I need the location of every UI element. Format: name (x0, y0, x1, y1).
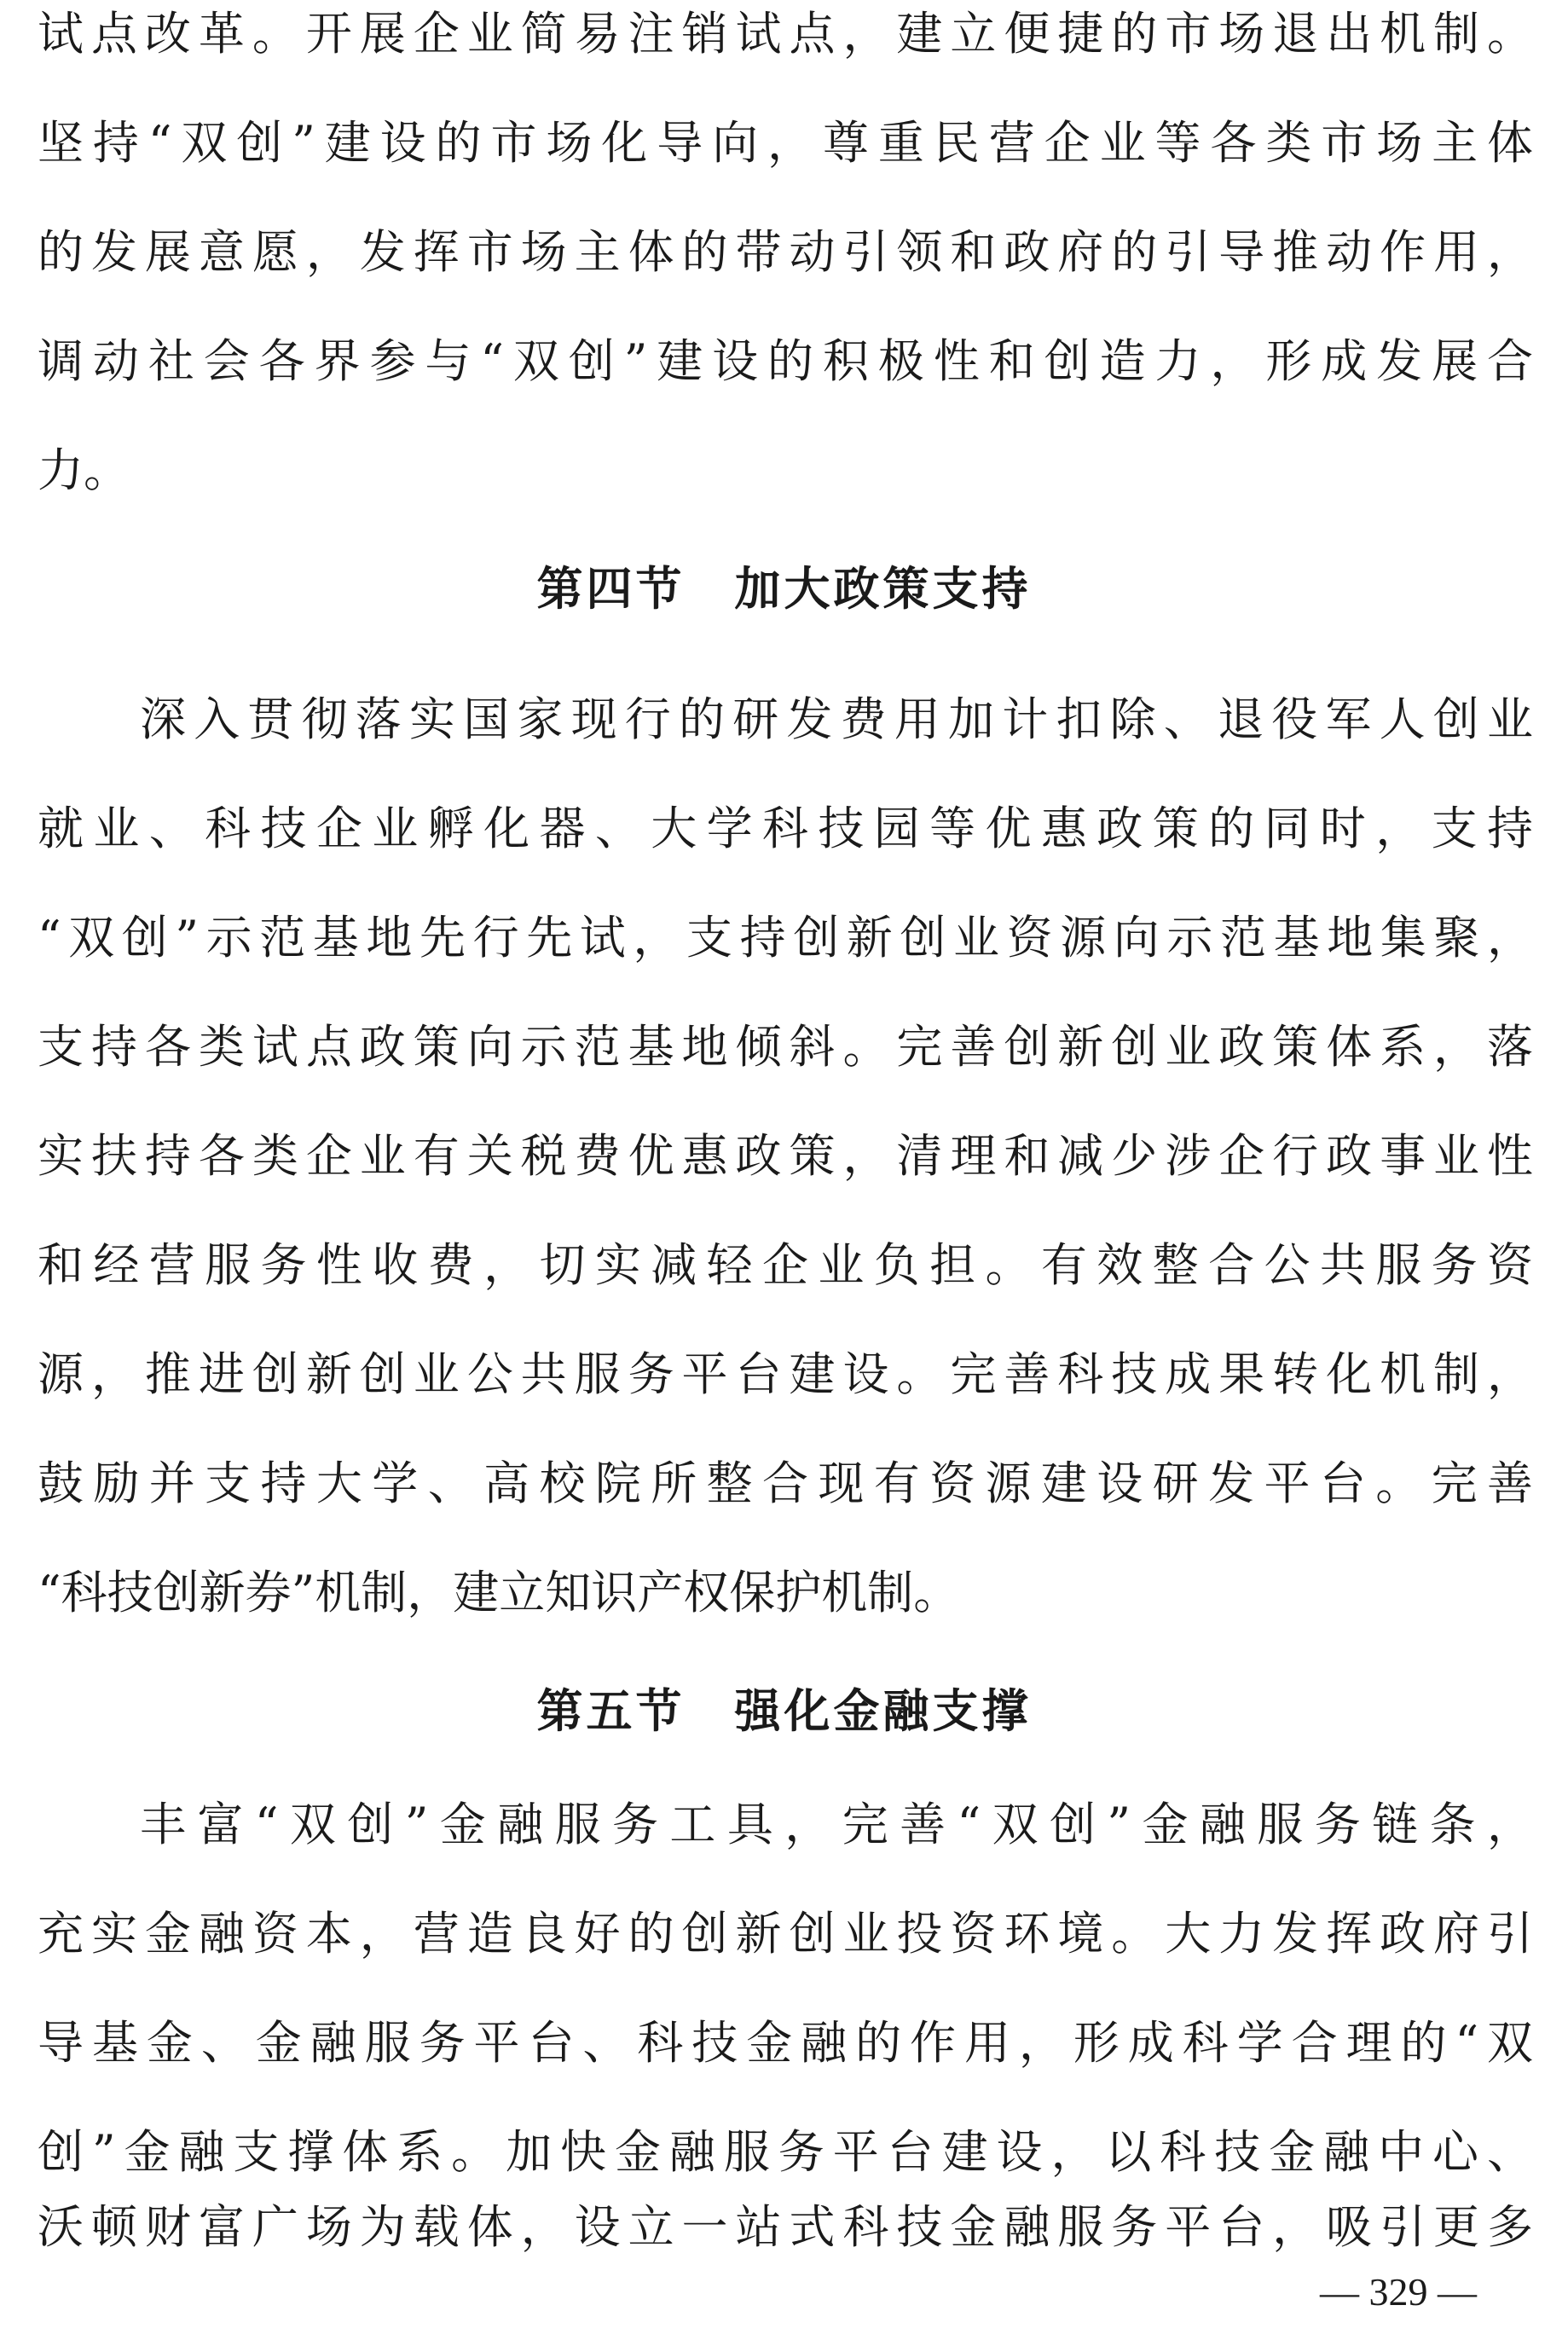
paragraph-line: 坚持“双创”建设的市场化导向，尊重民营企业等各类市场主体 (38, 116, 1533, 170)
paragraph-line: 沃顿财富广场为载体，设立一站式科技金融服务平台，吸引更多 (38, 2200, 1533, 2254)
paragraph-line: 支持各类试点政策向示范基地倾斜。完善创新创业政策体系，落 (38, 1020, 1533, 1074)
paragraph-line: 创”金融支撑体系。加快金融服务平台建设，以科技金融中心、 (38, 2125, 1533, 2179)
paragraph-line: 导基金、金融服务平台、科技金融的作用，形成科学合理的“双 (38, 2016, 1533, 2070)
paragraph-line: 充实金融资本，营造良好的创新创业投资环境。大力发挥政府引 (38, 1907, 1533, 1961)
paragraph-line: 调动社会各界参与“双创”建设的积极性和创造力，形成发展合 (38, 334, 1533, 388)
section-heading: 第四节 加大政策支持 (536, 561, 1032, 616)
paragraph-line: 试点改革。开展企业简易注销试点，建立便捷的市场退出机制。 (38, 7, 1533, 61)
paragraph-line: 的发展意愿，发挥市场主体的带动引领和政府的引导推动作用， (38, 225, 1533, 279)
paragraph-line: 源，推进创新创业公共服务平台建设。完善科技成果转化机制， (38, 1347, 1533, 1401)
paragraph-line: 丰富“双创”金融服务工具，完善“双创”金融服务链条， (140, 1798, 1533, 1851)
paragraph-line: 深入贯彻落实国家现行的研发费用加计扣除、退役军人创业 (140, 692, 1533, 746)
section-heading: 第五节 强化金融支撑 (536, 1683, 1032, 1738)
paragraph-line: 鼓励并支持大学、高校院所整合现有资源建设研发平台。完善 (38, 1457, 1533, 1510)
paragraph-line: 实扶持各类企业有关税费优惠政策，清理和减少涉企行政事业性 (38, 1129, 1533, 1183)
page-number: — 329 — (1320, 2270, 1477, 2314)
paragraph-line: 和经营服务性收费，切实减轻企业负担。有效整合公共服务资 (38, 1238, 1533, 1292)
paragraph-line: “科技创新券”机制，建立知识产权保护机制。 (38, 1566, 960, 1619)
paragraph-line: 就业、科技企业孵化器、大学科技园等优惠政策的同时，支持 (38, 802, 1533, 855)
paragraph-line: “双创”示范基地先行先试，支持创新创业资源向示范基地集聚， (38, 911, 1533, 964)
paragraph-line: 力。 (38, 443, 130, 497)
